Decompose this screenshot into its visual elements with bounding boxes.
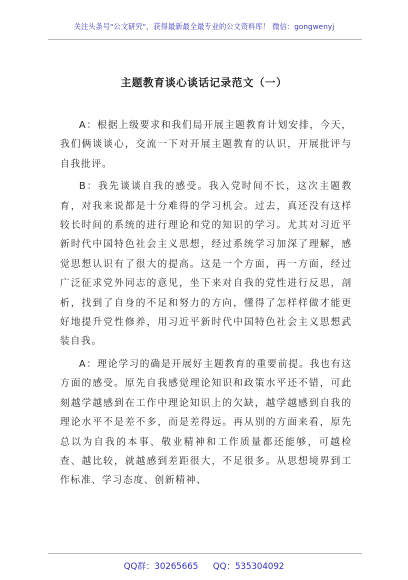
header-divider bbox=[48, 39, 362, 40]
document-title: 主题教育谈心谈话记录范文（一） bbox=[120, 77, 288, 89]
paragraph-a-theory: A：理论学习的确是开展好主题教育的重要前提。我也有这方面的感受。原先自我感觉理论知识和政策水平还不错，可此刻越学越感到在工作中理论知识上的欠缺，越学越感到自我的理论水平不是差不多，而是差得远。再从别的方面来看，原先总以为自我的本事、敬业精神和工作质量都还能够，可越检查、越比较，就越感到差距很大，不足很多。从思想境界到工作标准、学习态度、创新精神、 bbox=[60, 358, 352, 487]
footer-qq-group: QQ群：30265665 bbox=[123, 562, 199, 572]
footer-contact bbox=[0, 560, 408, 572]
header-note: 关注头条号"公文研究"，获得最新最全最专业的公文资料库！ 微信：gongwenyj bbox=[73, 22, 335, 31]
footer-divider bbox=[48, 553, 362, 554]
document-body bbox=[60, 116, 352, 494]
footer-qq: QQ：535304092 bbox=[212, 562, 285, 572]
paragraph-b-response: B：我先谈谈自我的感受。我入党时间不长，这次主题教育，对我来说都是十分难得的学习机会。过去，真还没有这样较长时间的系统的进行理论和党的知识的学习。尤其对习近平新时代中国特色社会主义思想，经过系统学习加深了理解，感觉思想认识有了很大的提高。这是一个方面，再一方面，经过广泛征求党外同志的意见，坐下来对自我的党性进行反思，剖析，找到了自身的不足和努力的方向，懂得了怎样样做才能更好地提升党性修养，用习近平新时代中国特色社会主义思想武装自我。 bbox=[60, 181, 352, 348]
paragraph-a-intro: A：根据上级要求和我们局开展主题教育计划安排，今天，我们俩谈谈心，交流一下对开展主题教育的认识，开展批评与自我批评。 bbox=[60, 120, 352, 170]
